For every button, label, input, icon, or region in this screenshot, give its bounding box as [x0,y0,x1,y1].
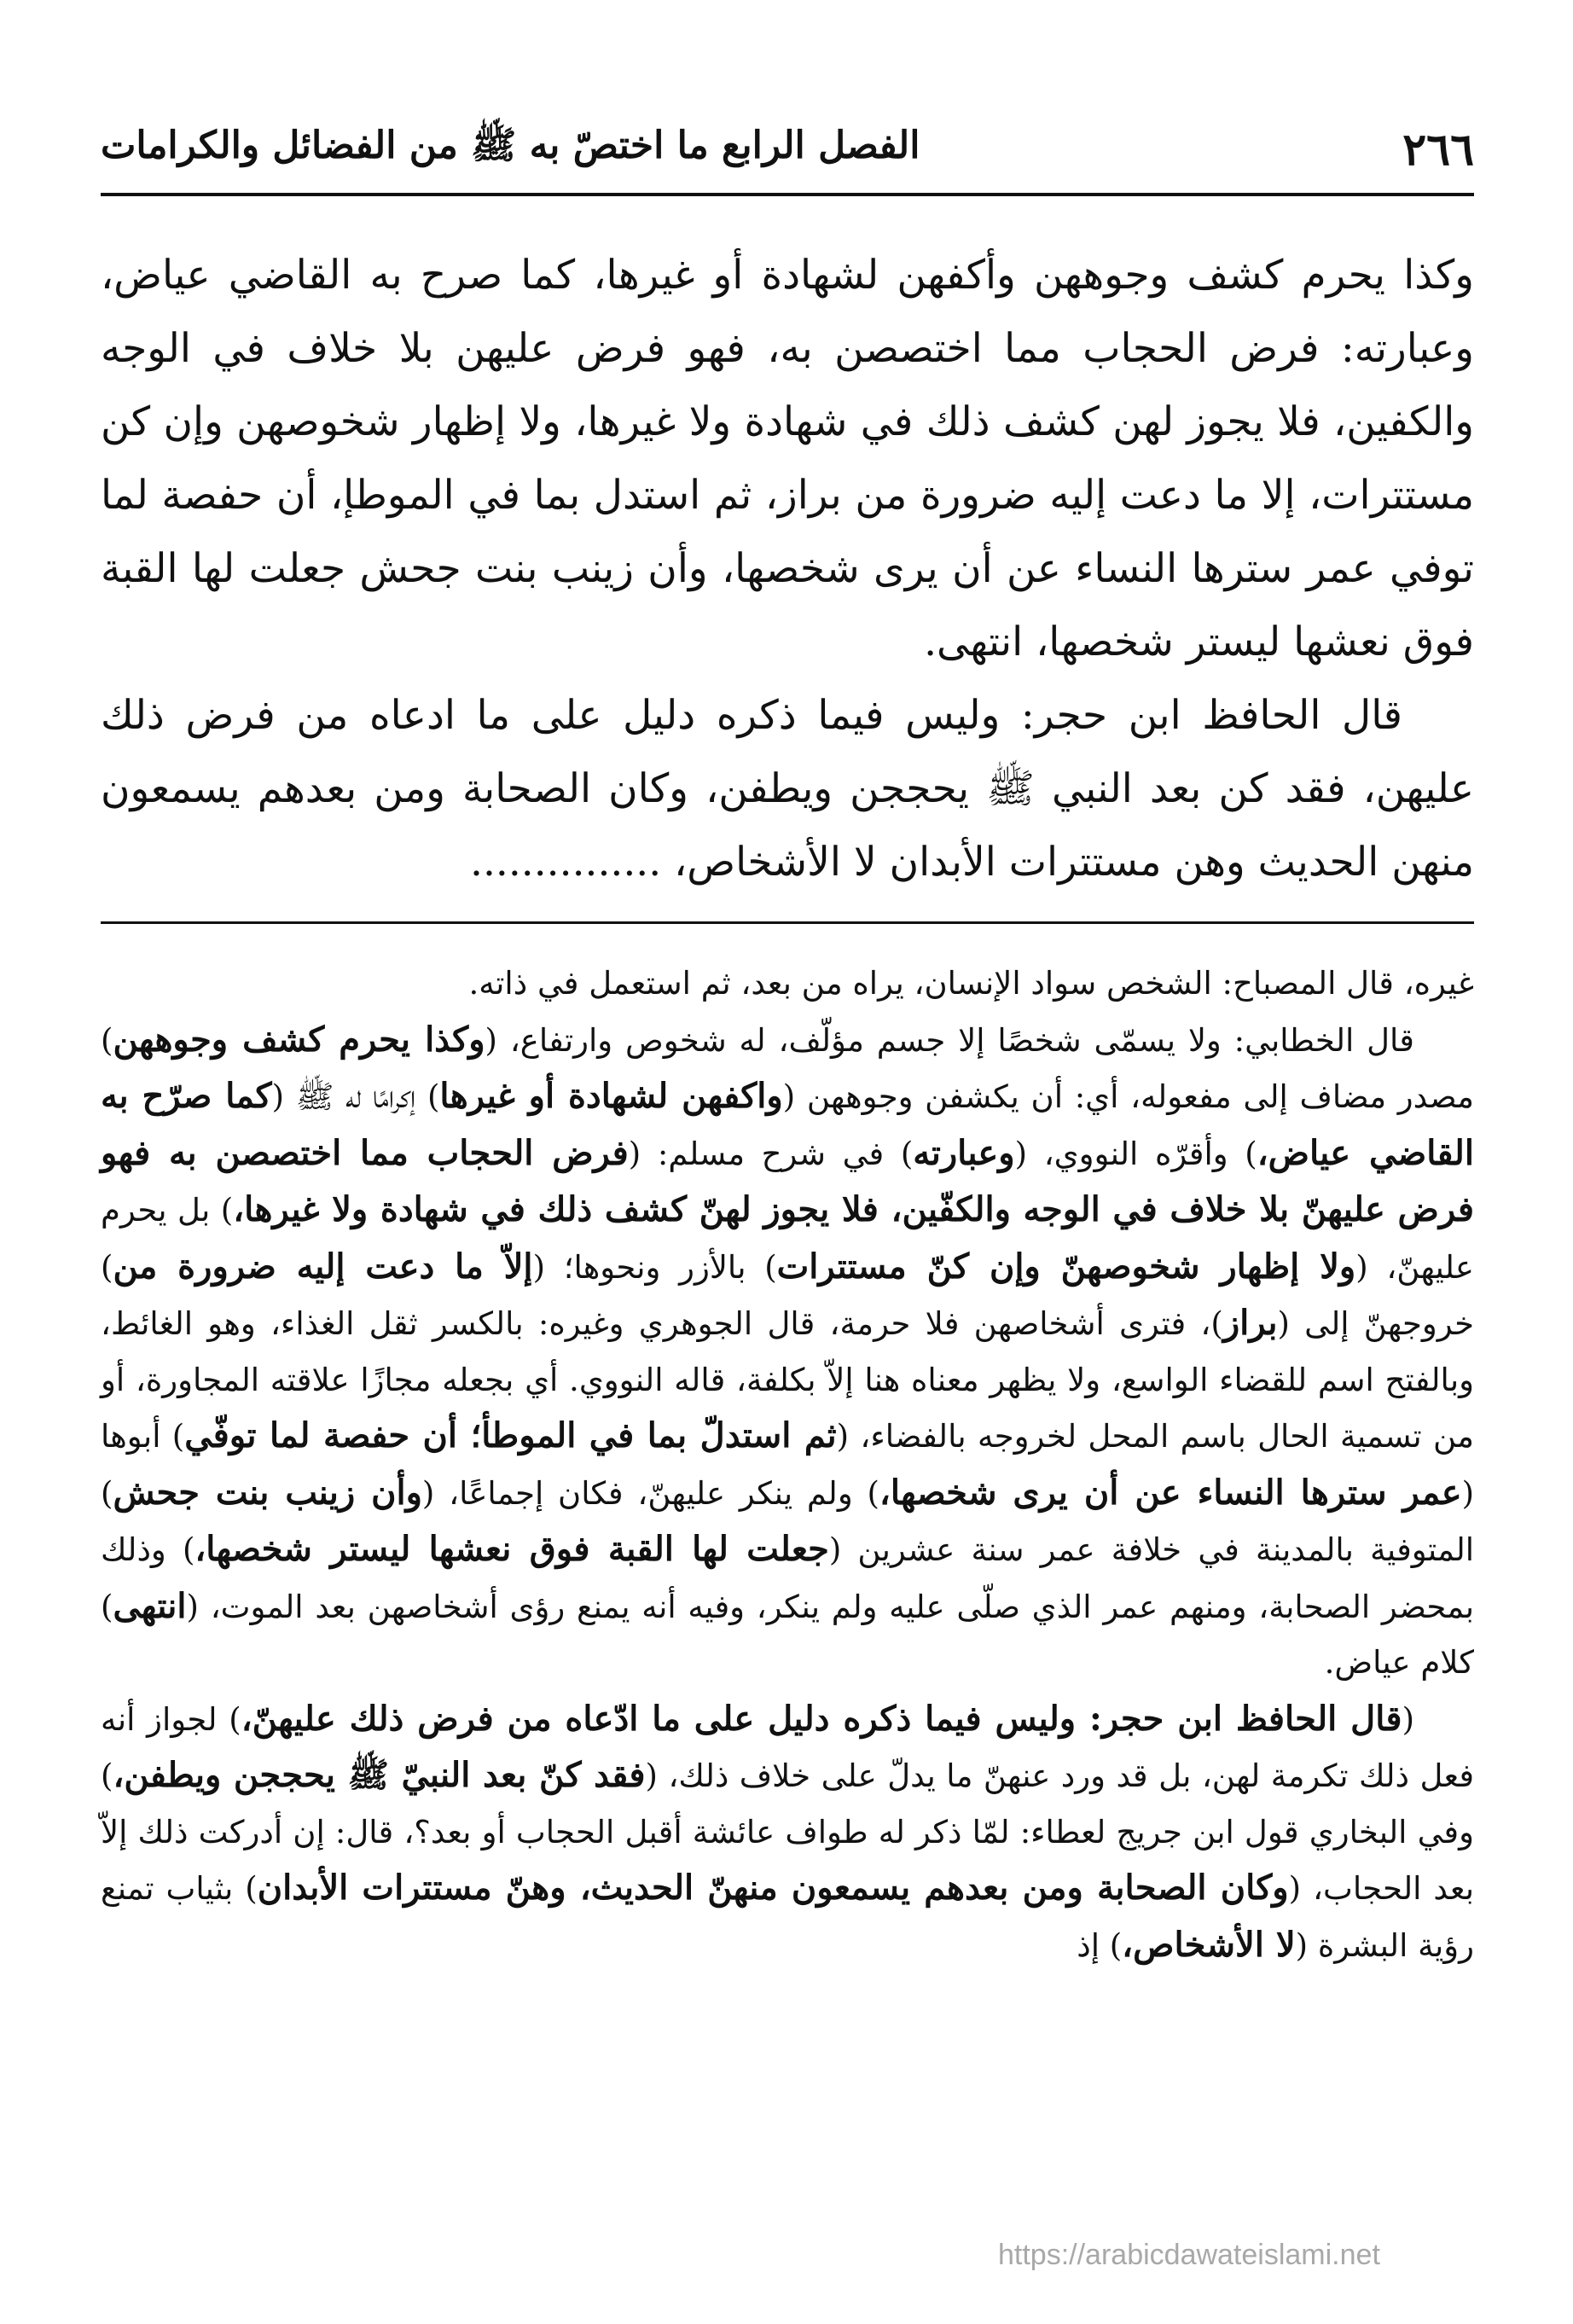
commentary-divider [101,921,1474,924]
quoted-main-text: وعبارته [913,1132,1015,1173]
page-number: ٢٦٦ [1402,123,1474,176]
commentary-text: قال الخطابي: ولا يسمّى شخصًا إلا جسم مؤلّف، له شخوص وارتفاع، ( [485,1021,1414,1059]
commentary-paragraph-2 [101,1012,1474,1691]
site-watermark: https://arabicdawateislami.net [998,2239,1380,2271]
quoted-main-text: وكان الصحابة ومن بعدهم يسمعون منهنّ الحديث، وهنّ مستترات الأبدان [257,1868,1289,1908]
header-divider [101,193,1474,196]
commentary-text: )، فترى أشخاصهن فلا حرمة، قال الجوهري وغيره: بالكسر ثقل الغذاء، وهو الغائط، وبالفتح اسم للقضاء الواسع، ولا يظهر معناه هنا إلاّ بكلفة، قاله النووي. أي بجعله مجازًا علاقته المجاورة، أو من تسمية الحال باسم المحل لخروجه بالفضاء، ( [101,1305,1474,1455]
main-text-block [101,239,1474,899]
main-paragraph-1: وكذا يحرم كشف وجوههن وأكفهن لشهادة أو غيرها، كما صرح به القاضي عياض، وعبارته: فرض الحجاب مما اختصصن به، فهو فرض عليهن بلا خلاف في الوجه والكفين، فلا يجوز لهن كشف ذلك في شهادة ولا غيرها، ولا إظهار شخوصهن وإن كن مستترات، إلا ما دعت إليه ضرورة من براز، ثم استدل بما في الموطإ، أن حفصة لما توفي عمر سترها النساء عن أن يرى شخصها، وأن زينب بنت جحش جعلت لها القبة فوق نعشها ليستر شخصها، انتهى. [101,252,1474,665]
quoted-main-text: عمر سترها النساء عن أن يرى شخصها، [879,1472,1462,1513]
commentary-text: ) وفي البخاري قول ابن جريج لعطاء: لمّا ذكر له طواف عائشة أقبل الحجاب أو بعد؟، قال: إن أدركت ذلك إلاّ بعد الحجاب، ( [101,1758,1474,1907]
commentary-text: ) إذ [1077,1926,1123,1964]
quoted-main-text: فقد كنّ بعد النبيّ ﷺ يحججن ويطفن، [113,1755,646,1795]
quoted-main-text: وكذا يحرم كشف وجوههن [113,1019,485,1060]
quoted-main-text: لا الأشخاص، [1122,1924,1296,1965]
quoted-main-text: ثم استدلّ بما في الموطأ؛ أن حفصة لما توفّي [184,1415,837,1455]
quoted-main-text: فرض الحجاب مما اختصصن به فهو فرض عليهنّ بلا خلاف في الوجه والكفّين، فلا يجوز لهنّ كشف ذلك في شهادة ولا غيرها، [101,1132,1475,1229]
quoted-main-text: براز [1222,1303,1278,1343]
quoted-main-text: وأن زينب بنت جحش [113,1472,422,1513]
quoted-main-text: إلاّ ما دعت إليه ضرورة من [113,1246,533,1287]
quoted-main-text: واكفهن لشهادة أو غيرها [439,1076,783,1116]
main-paragraph-2: قال الحافظ ابن حجر: وليس فيما ذكره دليل على ما ادعاه من فرض ذلك عليهن، فقد كن بعد النبي ﷺ يحججن ويطفن، وكان الصحابة ومن بعدهم يسمعون منهن الحديث وهن مستترات الأبدان لا الأشخاص، ............... [101,692,1474,886]
commentary-text: ) في شرح مسلم: ( [628,1135,914,1172]
quoted-main-text: انتهى [113,1585,187,1626]
chapter-running-title: الفصل الرابع ما اختصّ به ﷺ من الفضائل والكرامات [101,124,920,167]
commentary-text: ) لجواز أنه فعل ذلك تكرمة لهن، بل قد ورد عنهنّ ما يدلّ على خلاف ذلك، ( [101,1700,1475,1794]
commentary-text: ) بل يحرم عليهنّ، ( [101,1192,1474,1286]
page-header [101,119,1474,179]
quoted-main-text: كما صرّح به القاضي عياض، [101,1076,1474,1173]
commentary-text: ( [1402,1700,1414,1738]
commentary-block [101,956,1474,1973]
commentary-text: ) إكرامًا له ﷺ ( [271,1078,440,1115]
commentary-text: ) بثياب تمنع رؤية البشرة ( [101,1870,1474,1964]
commentary-text: ) المتوفية بالمدينة في خلافة عمر سنة عشرين ( [101,1474,1474,1568]
commentary-text: ) خروجهنّ إلى ( [101,1248,1474,1342]
commentary-text: ) بالأزر ونحوها؛ ( [532,1248,777,1286]
quoted-main-text: ولا إظهار شخوصهنّ وإن كنّ مستترات [776,1246,1356,1287]
commentary-text: ) كلام عياض. [101,1588,1474,1681]
commentary-paragraph-3 [101,1691,1474,1974]
commentary-text: ) أبوها ( [101,1418,1474,1512]
commentary-text: ) وأقرّه النووي، ( [1014,1135,1257,1172]
commentary-text: ) ولم ينكر عليهنّ، فكان إجماعًا، ( [421,1474,879,1512]
commentary-text: ) مصدر مضاف إلى مفعوله، أي: أن يكشفن وجوههن ( [101,1021,1474,1115]
quoted-main-text: جعلت لها القبة فوق نعشها ليستر شخصها، [194,1529,829,1569]
commentary-paragraph-1: غيره، قال المصباح: الشخص سواد الإنسان، يراه من بعد، ثم استعمل في ذاته. [468,965,1474,1002]
quoted-main-text: قال الحافظ ابن حجر: وليس فيما ذكره دليل على ما ادّعاه من فرض ذلك عليهنّ، [241,1698,1402,1739]
commentary-text: ) وذلك بمحضر الصحابة، ومنهم عمر الذي صلّى عليه ولم ينكر، وفيه أنه يمنع رؤى أشخاصهن بعد الموت، ( [101,1531,1474,1625]
